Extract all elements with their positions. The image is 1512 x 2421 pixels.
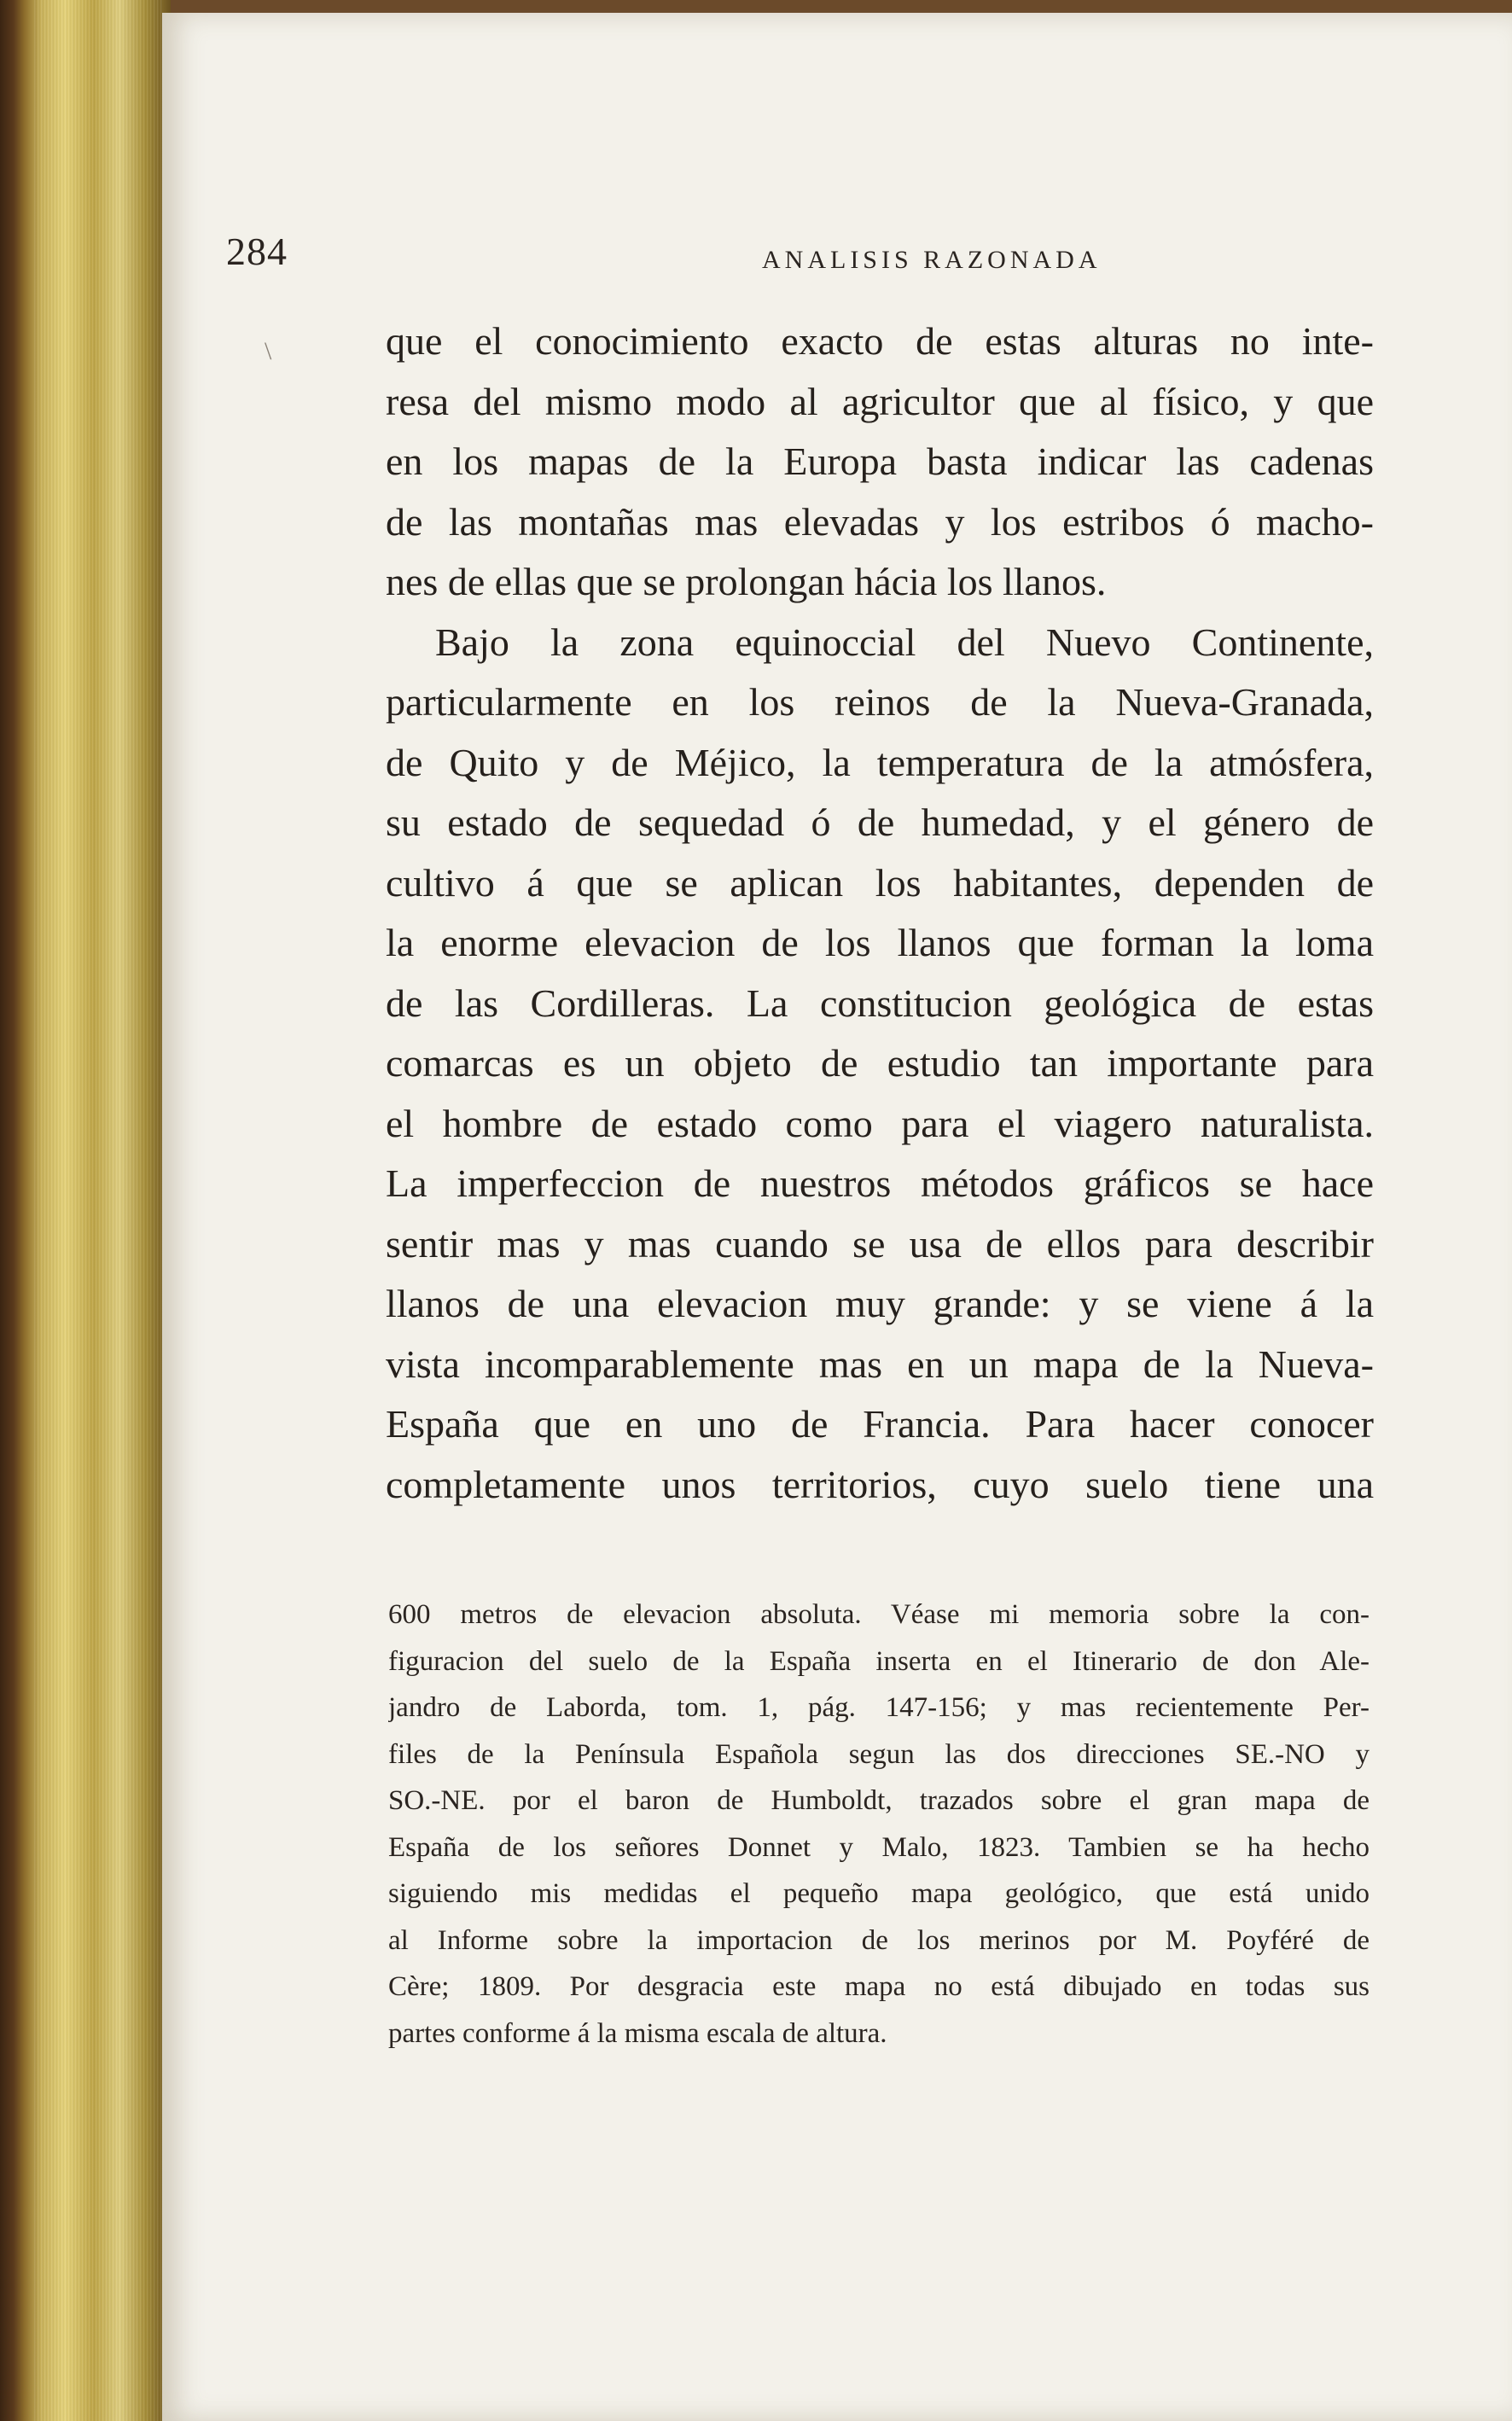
- body-text: [386, 311, 1374, 1515]
- body-line: España que en uno de Francia. Para hacer conocer: [386, 1402, 1374, 1446]
- body-line: cultivo á que se aplican los habitantes, dependen de: [386, 860, 1374, 905]
- running-head: ANALISIS RAZONADA: [762, 246, 1102, 274]
- body-line: el hombre de estado como para el viagero naturalista.: [386, 1101, 1374, 1145]
- body-line: resa del mismo modo al agricultor que al físico, y que: [386, 379, 1374, 423]
- body-line: Bajo la zona equinoccial del Nuevo Continente,: [435, 620, 1374, 664]
- body-line: llanos de una elevacion muy grande: y se viene á la: [386, 1282, 1374, 1325]
- body-line: de las Cordilleras. La constitucion geológica de estas: [386, 981, 1374, 1025]
- footnote-line: 600 metros de elevacion absoluta. Véase mi memoria sobre la con-: [388, 1599, 1370, 1630]
- body-line: que el conocimiento exacto de estas alturas no inte-: [386, 319, 1374, 363]
- body-line: su estado de sequedad ó de humedad, y el género de: [386, 800, 1374, 844]
- footnote-line: partes conforme á la misma escala de altura.: [388, 2017, 887, 2049]
- footnote-line: España de los señores Donnet y Malo, 1823. Tambien se ha hecho: [388, 1831, 1370, 1863]
- body-line: vista incomparablemente mas en un mapa de la Nueva-: [386, 1341, 1374, 1386]
- footnote-line: files de la Península Española segun las dos direcciones SE.-NO y: [388, 1738, 1370, 1770]
- body-line: comarcas es un objeto de estudio tan importante para: [386, 1041, 1374, 1085]
- body-line: La imperfeccion de nuestros métodos gráficos se hace: [386, 1161, 1374, 1205]
- body-line: de Quito y de Méjico, la temperatura de la atmósfera,: [386, 740, 1374, 784]
- body-line: nes de ellas que se prolongan hácia los llanos.: [386, 560, 1107, 603]
- body-line: de las montañas mas elevadas y los estribos ó macho-: [386, 499, 1374, 544]
- body-line: sentir mas y mas cuando se usa de ellos para describir: [386, 1221, 1374, 1266]
- body-line: particularmente en los reinos de la Nueva-Granada,: [386, 680, 1374, 724]
- footnote-line: jandro de Laborda, tom. 1, pág. 147-156; y mas recientemente Per-: [388, 1692, 1370, 1723]
- footnote: [388, 1592, 1370, 2057]
- footnote-line: al Informe sobre la importacion de los merinos por M. Poyféré de: [388, 1924, 1370, 1956]
- body-line: completamente unos territorios, cuyo suelo tiene una: [386, 1462, 1374, 1506]
- footnote-line: siguiendo mis medidas el pequeño mapa geológico, que está unido: [388, 1878, 1370, 1909]
- footnote-line: Cère; 1809. Por desgracia este mapa no está dibujado en todas sus: [388, 1971, 1370, 2002]
- footnote-line: figuracion del suelo de la España inserta en el Itinerario de don Ale-: [388, 1645, 1370, 1677]
- page-edge-texture: [34, 0, 162, 2421]
- margin-mark: \: [265, 337, 272, 365]
- footnote-line: SO.-NE. por el baron de Humboldt, trazados sobre el gran mapa de: [388, 1785, 1370, 1816]
- body-line: la enorme elevacion de los llanos que forman la loma: [386, 921, 1374, 964]
- page-number: 284: [226, 230, 288, 273]
- body-line: en los mapas de la Europa basta indicar las cadenas: [386, 439, 1374, 483]
- page-header: [226, 229, 1370, 288]
